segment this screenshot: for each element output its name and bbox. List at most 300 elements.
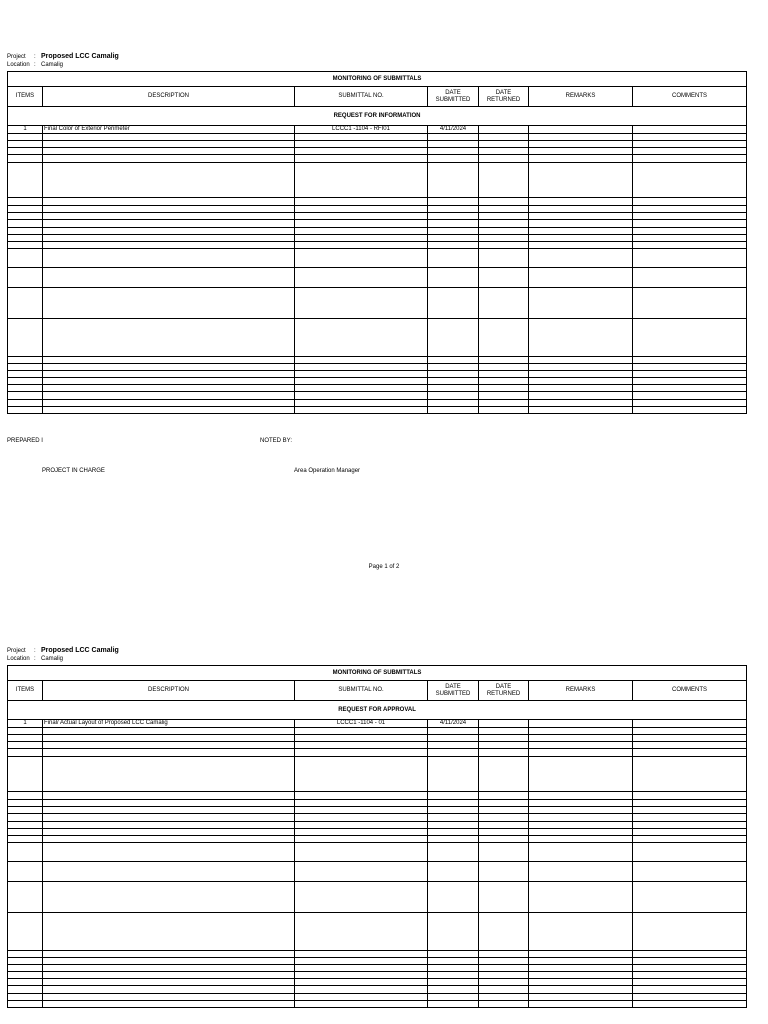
- table-row: [8, 800, 747, 807]
- page-number: Page 1 of 2: [368, 564, 400, 570]
- location-line: [7, 62, 63, 69]
- table-cell: [529, 371, 633, 378]
- table-cell: [529, 206, 633, 213]
- table-cell: [479, 319, 529, 357]
- table-cell: [8, 163, 43, 198]
- table-cell: [633, 385, 747, 392]
- table-cell: [8, 965, 43, 972]
- table-cell: [428, 134, 479, 141]
- table-cell: [479, 749, 529, 757]
- table-cell: [479, 951, 529, 958]
- table-cell: [8, 757, 43, 792]
- table-cell: [43, 749, 295, 757]
- table-row: [8, 843, 747, 862]
- table-cell: [529, 986, 633, 994]
- table-cell: [8, 829, 43, 836]
- table-cell: [633, 242, 747, 249]
- cell-date-submitted: 4/11/2024: [428, 720, 479, 728]
- table-row: [8, 141, 747, 148]
- table-cell: [8, 371, 43, 378]
- sheet-page-2: [0, 594, 768, 1024]
- table-cell: [529, 958, 633, 965]
- table-cell: [633, 882, 747, 913]
- table-cell: [295, 249, 428, 268]
- table-cell: [633, 364, 747, 371]
- table-cell: [295, 728, 428, 735]
- table-cell: [529, 134, 633, 141]
- table-cell: [529, 814, 633, 822]
- table-row: [8, 155, 747, 163]
- table-cell: [43, 958, 295, 965]
- table-row: [8, 249, 747, 268]
- table-cell: [529, 220, 633, 228]
- table-cell: [8, 728, 43, 735]
- table-cell: [479, 792, 529, 800]
- table-cell: [428, 249, 479, 268]
- table-cell: [479, 972, 529, 979]
- table-cell: [8, 155, 43, 163]
- table-cell: [529, 822, 633, 829]
- cell-description: Final Color of Exterior Perimeter: [43, 126, 295, 134]
- col-submittal-no: SUBMITTAL NO.: [295, 681, 428, 701]
- table-cell: [43, 198, 295, 206]
- table-cell: [428, 757, 479, 792]
- table-cell: [633, 951, 747, 958]
- submittals-table: [7, 665, 747, 1008]
- location-value: Camalig: [41, 656, 64, 662]
- location-colon: :: [34, 656, 36, 662]
- table-cell: [428, 1001, 479, 1008]
- table-row: [8, 986, 747, 994]
- table-cell: [633, 836, 747, 843]
- table-cell: [633, 913, 747, 951]
- table-cell: [8, 735, 43, 742]
- table-cell: [43, 357, 295, 364]
- table-cell: [633, 862, 747, 882]
- cell-item: 1: [8, 126, 43, 134]
- table-cell: [295, 836, 428, 843]
- table-cell: [43, 792, 295, 800]
- col-remarks: REMARKS: [529, 681, 633, 701]
- table-row: [8, 319, 747, 357]
- table-cell: [529, 951, 633, 958]
- table-cell: [529, 228, 633, 235]
- table-cell: [428, 836, 479, 843]
- table-row: [8, 882, 747, 913]
- table-cell: [479, 242, 529, 249]
- table-cell: [428, 155, 479, 163]
- table-cell: [633, 800, 747, 807]
- table-cell: [529, 994, 633, 1001]
- table-cell: [529, 829, 633, 836]
- table-cell: [295, 749, 428, 757]
- table-cell: [633, 829, 747, 836]
- table-cell: [43, 155, 295, 163]
- table-cell: [8, 913, 43, 951]
- table-cell: [479, 163, 529, 198]
- project-label: Project: [7, 648, 26, 654]
- table-cell: [428, 958, 479, 965]
- table-cell: [633, 249, 747, 268]
- table-cell: [295, 364, 428, 371]
- table-cell: [529, 385, 633, 392]
- table-cell: [43, 163, 295, 198]
- table-cell: [479, 800, 529, 807]
- table-cell: [43, 235, 295, 242]
- table-row: [8, 163, 747, 198]
- table-cell: [43, 213, 295, 220]
- cell-comments: [633, 126, 747, 134]
- table-cell: [479, 862, 529, 882]
- table-cell: [428, 986, 479, 994]
- table-cell: [633, 319, 747, 357]
- table-row: [8, 268, 747, 288]
- table-cell: [43, 829, 295, 836]
- table-cell: [428, 807, 479, 814]
- table-cell: [633, 742, 747, 749]
- table-cell: [633, 814, 747, 822]
- table-cell: [529, 742, 633, 749]
- table-cell: [633, 400, 747, 407]
- table-row: [8, 951, 747, 958]
- table-cell: [428, 371, 479, 378]
- prepared-role: PROJECT IN CHARGE: [42, 468, 105, 474]
- table-cell: [295, 268, 428, 288]
- table-cell: [428, 357, 479, 364]
- table-cell: [8, 242, 43, 249]
- table-cell: [8, 882, 43, 913]
- table-cell: [295, 814, 428, 822]
- table-cell: [529, 1001, 633, 1008]
- table-row: [8, 814, 747, 822]
- project-value: Proposed LCC Camalig: [41, 647, 119, 654]
- table-cell: [428, 792, 479, 800]
- table-cell: [428, 400, 479, 407]
- table-row: [8, 378, 747, 385]
- table-cell: [428, 979, 479, 986]
- table-cell: [295, 958, 428, 965]
- table-cell: [428, 882, 479, 913]
- table-cell: [43, 371, 295, 378]
- table-cell: [43, 141, 295, 148]
- table-cell: [529, 364, 633, 371]
- table-cell: [479, 198, 529, 206]
- table-cell: [479, 268, 529, 288]
- table-cell: [529, 965, 633, 972]
- table-cell: [8, 822, 43, 829]
- table-cell: [633, 749, 747, 757]
- table-cell: [295, 242, 428, 249]
- table-cell: [633, 206, 747, 213]
- table-cell: [479, 1001, 529, 1008]
- column-header-row: [8, 87, 747, 107]
- table-cell: [633, 979, 747, 986]
- table-cell: [43, 364, 295, 371]
- table-cell: [295, 829, 428, 836]
- table-cell: [479, 213, 529, 220]
- table-cell: [8, 148, 43, 155]
- table-cell: [43, 836, 295, 843]
- table-cell: [633, 1001, 747, 1008]
- table-cell: [479, 822, 529, 829]
- table-cell: [633, 268, 747, 288]
- table-row: [8, 757, 747, 792]
- table-cell: [295, 134, 428, 141]
- table-cell: [43, 913, 295, 951]
- table-cell: [633, 807, 747, 814]
- table-cell: [428, 822, 479, 829]
- table-cell: [633, 141, 747, 148]
- table-cell: [529, 862, 633, 882]
- table-cell: [8, 407, 43, 414]
- table-cell: [529, 728, 633, 735]
- section-title: REQUEST FOR INFORMATION: [8, 107, 747, 126]
- table-row: [8, 357, 747, 364]
- table-cell: [479, 994, 529, 1001]
- table-cell: [295, 862, 428, 882]
- table-cell: [633, 757, 747, 792]
- table-cell: [529, 407, 633, 414]
- table-cell: [479, 400, 529, 407]
- table-cell: [428, 843, 479, 862]
- table-cell: [479, 986, 529, 994]
- table-cell: [529, 757, 633, 792]
- table-cell: [633, 735, 747, 742]
- table-cell: [43, 822, 295, 829]
- table-cell: [479, 735, 529, 742]
- table-cell: [8, 951, 43, 958]
- table-cell: [295, 807, 428, 814]
- table-cell: [8, 249, 43, 268]
- table-cell: [8, 1001, 43, 1008]
- location-colon: :: [34, 62, 36, 68]
- table-cell: [529, 807, 633, 814]
- table-row: [8, 965, 747, 972]
- table-cell: [633, 220, 747, 228]
- table-cell: [529, 913, 633, 951]
- table-cell: [428, 268, 479, 288]
- table-cell: [295, 213, 428, 220]
- table-cell: [43, 242, 295, 249]
- table-cell: [43, 972, 295, 979]
- table-title: MONITORING OF SUBMITTALS: [8, 666, 747, 681]
- table-cell: [43, 742, 295, 749]
- table-cell: [8, 814, 43, 822]
- table-cell: [529, 735, 633, 742]
- table-cell: [8, 268, 43, 288]
- table-cell: [295, 742, 428, 749]
- noted-role: Area Operation Manager: [294, 468, 361, 474]
- table-cell: [633, 213, 747, 220]
- location-label: Location: [7, 656, 30, 662]
- table-cell: [529, 357, 633, 364]
- table-cell: [529, 235, 633, 242]
- table-cell: [8, 198, 43, 206]
- table-row: [8, 134, 747, 141]
- table-cell: [43, 800, 295, 807]
- table-cell: [43, 1001, 295, 1008]
- table-cell: [8, 141, 43, 148]
- table-row: [8, 829, 747, 836]
- table-cell: [479, 141, 529, 148]
- table-cell: [529, 979, 633, 986]
- table-cell: [43, 407, 295, 414]
- table-cell: [633, 792, 747, 800]
- table-cell: [295, 951, 428, 958]
- table-title: MONITORING OF SUBMITTALS: [8, 72, 747, 87]
- table-cell: [633, 163, 747, 198]
- table-cell: [8, 843, 43, 862]
- table-cell: [633, 843, 747, 862]
- table-row: [8, 364, 747, 371]
- table-cell: [479, 220, 529, 228]
- table-cell: [43, 319, 295, 357]
- table-cell: [43, 288, 295, 319]
- location-line: [7, 656, 63, 663]
- project-value: Proposed LCC Camalig: [41, 53, 119, 60]
- cell-date-returned: [479, 126, 529, 134]
- table-cell: [428, 951, 479, 958]
- table-cell: [428, 378, 479, 385]
- table-cell: [529, 141, 633, 148]
- table-cell: [529, 800, 633, 807]
- table-row: [8, 807, 747, 814]
- table-row: [8, 228, 747, 235]
- table-cell: [479, 392, 529, 400]
- table-cell: [428, 148, 479, 155]
- table-row: [8, 913, 747, 951]
- table-row: [8, 728, 747, 735]
- table-row: [8, 862, 747, 882]
- table-row: [8, 242, 747, 249]
- table-cell: [43, 378, 295, 385]
- table-cell: [428, 742, 479, 749]
- table-cell: [295, 882, 428, 913]
- table-cell: [428, 862, 479, 882]
- table-row: [8, 994, 747, 1001]
- table-cell: [295, 735, 428, 742]
- cell-remarks: [529, 720, 633, 728]
- table-cell: [43, 249, 295, 268]
- table-cell: [295, 392, 428, 400]
- table-cell: [479, 807, 529, 814]
- table-cell: [8, 235, 43, 242]
- table-cell: [529, 198, 633, 206]
- col-comments: COMMENTS: [633, 681, 747, 701]
- table-cell: [43, 400, 295, 407]
- table-cell: [295, 792, 428, 800]
- table-cell: [479, 378, 529, 385]
- table-cell: [479, 913, 529, 951]
- table-row: [8, 1001, 747, 1008]
- table-cell: [479, 206, 529, 213]
- table-cell: [43, 757, 295, 792]
- table-cell: [295, 155, 428, 163]
- column-header-row: [8, 681, 747, 701]
- table-cell: [428, 392, 479, 400]
- table-cell: [295, 965, 428, 972]
- table-row: [8, 206, 747, 213]
- table-cell: [43, 134, 295, 141]
- table-cell: [479, 728, 529, 735]
- table-cell: [295, 800, 428, 807]
- location-value: Camalig: [41, 62, 64, 68]
- table-cell: [43, 268, 295, 288]
- table-cell: [43, 979, 295, 986]
- table-row: [8, 385, 747, 392]
- table-cell: [428, 364, 479, 371]
- table-cell: [428, 288, 479, 319]
- table-cell: [8, 357, 43, 364]
- table-row: [8, 392, 747, 400]
- project-line: [7, 647, 119, 655]
- col-submittal-no: SUBMITTAL NO.: [295, 87, 428, 107]
- table-cell: [295, 385, 428, 392]
- table-cell: [43, 965, 295, 972]
- table-cell: [428, 220, 479, 228]
- table-cell: [633, 371, 747, 378]
- cell-item: 1: [8, 720, 43, 728]
- table-cell: [295, 141, 428, 148]
- table-cell: [633, 965, 747, 972]
- table-cell: [295, 757, 428, 792]
- table-row: [8, 742, 747, 749]
- table-cell: [8, 319, 43, 357]
- table-cell: [295, 357, 428, 364]
- table-cell: [633, 972, 747, 979]
- section-row: [8, 701, 747, 720]
- col-description: DESCRIPTION: [43, 681, 295, 701]
- table-cell: [633, 378, 747, 385]
- noted-by-label: NOTED BY:: [260, 438, 293, 444]
- table-cell: [633, 148, 747, 155]
- cell-remarks: [529, 126, 633, 134]
- table-cell: [479, 742, 529, 749]
- table-cell: [295, 972, 428, 979]
- table-cell: [479, 965, 529, 972]
- table-cell: [43, 385, 295, 392]
- table-title-row: [8, 72, 747, 87]
- table-cell: [8, 288, 43, 319]
- table-cell: [633, 134, 747, 141]
- table-cell: [295, 822, 428, 829]
- table-row: [8, 148, 747, 155]
- table-cell: [529, 843, 633, 862]
- submittals-table: [7, 71, 747, 414]
- table-row: [8, 220, 747, 228]
- table-cell: [43, 843, 295, 862]
- table-cell: [529, 319, 633, 357]
- table-row: [8, 720, 747, 728]
- table-cell: [479, 843, 529, 862]
- location-label: Location: [7, 62, 30, 68]
- table-cell: [428, 141, 479, 148]
- table-cell: [529, 749, 633, 757]
- table-cell: [529, 163, 633, 198]
- col-date-returned: DATE RETURNED: [479, 87, 529, 107]
- table-cell: [43, 728, 295, 735]
- table-cell: [43, 986, 295, 994]
- table-cell: [295, 986, 428, 994]
- table-cell: [633, 235, 747, 242]
- table-cell: [295, 235, 428, 242]
- table-cell: [529, 213, 633, 220]
- table-row: [8, 958, 747, 965]
- table-cell: [529, 242, 633, 249]
- col-items: ITEMS: [8, 87, 43, 107]
- table-cell: [8, 378, 43, 385]
- table-cell: [529, 268, 633, 288]
